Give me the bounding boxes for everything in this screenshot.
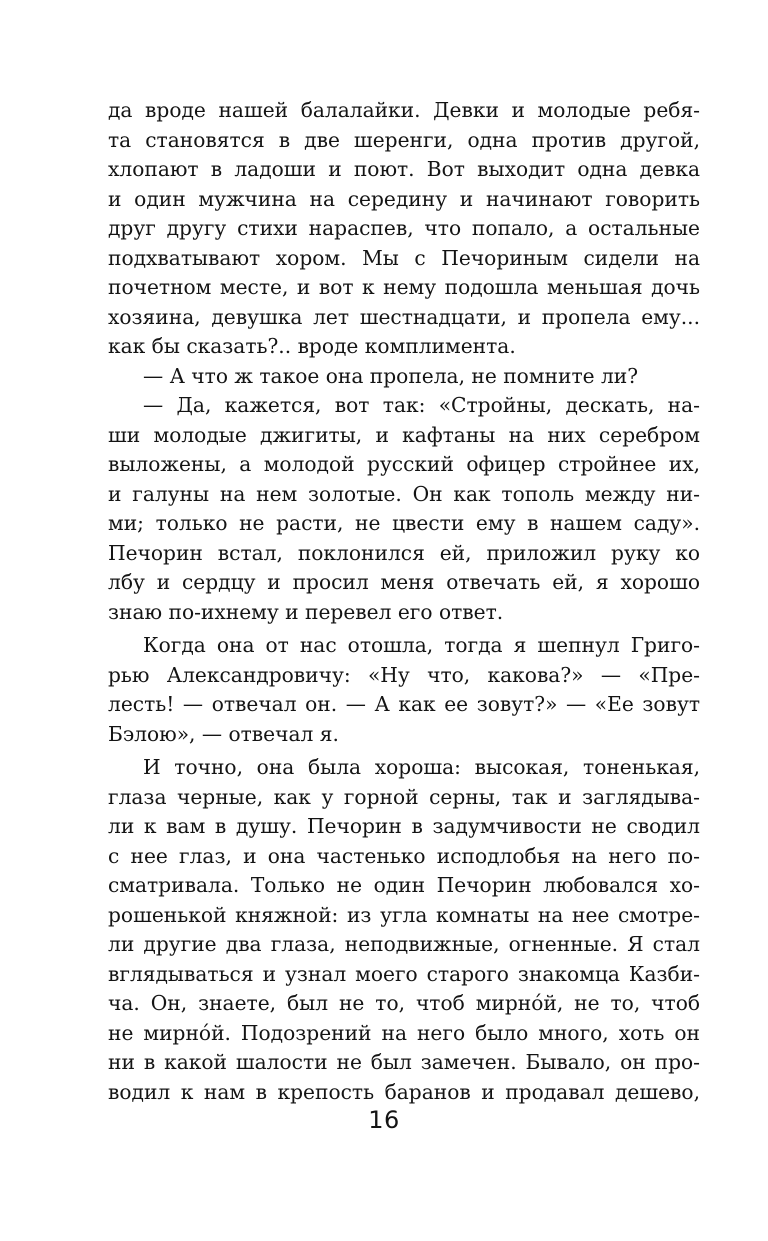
text-line: и галуны на нем золотые. Он как тополь между ни-: [108, 481, 700, 506]
text-line: знаю по-ихнему и перевел его ответ.: [108, 599, 504, 624]
paragraph-start-line: И точно, она была хороша: высокая, тоненькая,: [143, 755, 700, 779]
text-line: не мирнóй. Подозрений на него было много, хоть он: [108, 1020, 700, 1045]
text-line: водил к нам в крепость баранов и продавал дешево,: [108, 1079, 700, 1104]
text-line: ли к вам в душу. Печорин в задумчивости не сводил: [108, 814, 700, 838]
dialogue-line: — Да, кажется, вот так: «Стройны, дескать, на-: [143, 393, 700, 417]
text-line: ли другие два глаза, неподвижные, огненные. Я стал: [108, 932, 700, 956]
text-line: та становятся в две шеренги, одна против другой,: [108, 127, 700, 152]
dialogue-line: — А что ж такое она пропела, не помните ли?: [143, 363, 639, 388]
text-line: да вроде нашей балалайки. Девки и молодые ребя-: [108, 98, 700, 122]
text-line: Бэлою», — отвечал я.: [108, 721, 339, 746]
text-line: хозяина, девушка лет шестнадцати, и пропела ему...: [108, 304, 700, 329]
text-line: глаза черные, как у горной серны, так и заглядыва-: [108, 784, 700, 809]
paragraph-start-line: Когда она от нас отошла, тогда я шепнул Григо-: [143, 633, 700, 657]
text-line: ни в какой шалости не был замечен. Бывало, он про-: [108, 1050, 700, 1074]
text-line: выложены, а молодой русский офицер стройнее их,: [108, 452, 700, 476]
text-line: лесть! — отвечал он. — А как ее зовут?» — «Ее зовут: [108, 692, 700, 716]
text-line: ча. Он, знаете, был не то, чтоб мирнóй, не то, чтоб: [108, 991, 700, 1015]
text-line: лбу и сердцу и просил меня отвечать ей, я хорошо: [108, 570, 700, 594]
text-line: хлопают в ладоши и поют. Вот выходит одна девка: [108, 157, 700, 181]
text-line: рошенькой княжной: из угла комнаты на нее смотре-: [108, 902, 700, 927]
text-line: как бы сказать?.. вроде комплимента.: [108, 334, 516, 358]
text-line: сматривала. Только не один Печорин любовался хо-: [108, 873, 700, 897]
text-line: вглядываться и узнал моего старого знакомца Казби-: [108, 961, 700, 986]
text-line: друг другу стихи нараспев, что попало, а остальные: [108, 216, 700, 240]
body-text: [108, 96, 700, 1107]
text-line: с нее глаз, и она частенько исподлобья на него по-: [108, 843, 700, 868]
page-number: 16: [368, 1106, 400, 1134]
text-line: ши молодые джигиты, и кафтаны на них серебром: [108, 422, 700, 447]
text-line: рью Александровичу: «Ну что, какова?» — «Пре-: [108, 662, 700, 687]
text-line: подхватывают хором. Мы с Печориным сидели на: [108, 245, 700, 270]
text-line: Печорин встал, поклонился ей, приложил руку ко: [108, 540, 700, 565]
text-line: почетном месте, и вот к нему подошла меньшая дочь: [108, 275, 700, 299]
text-line: и один мужчина на середину и начинают говорить: [108, 186, 700, 211]
text-line: ми; только не расти, не цвести ему в нашем саду».: [108, 511, 700, 535]
